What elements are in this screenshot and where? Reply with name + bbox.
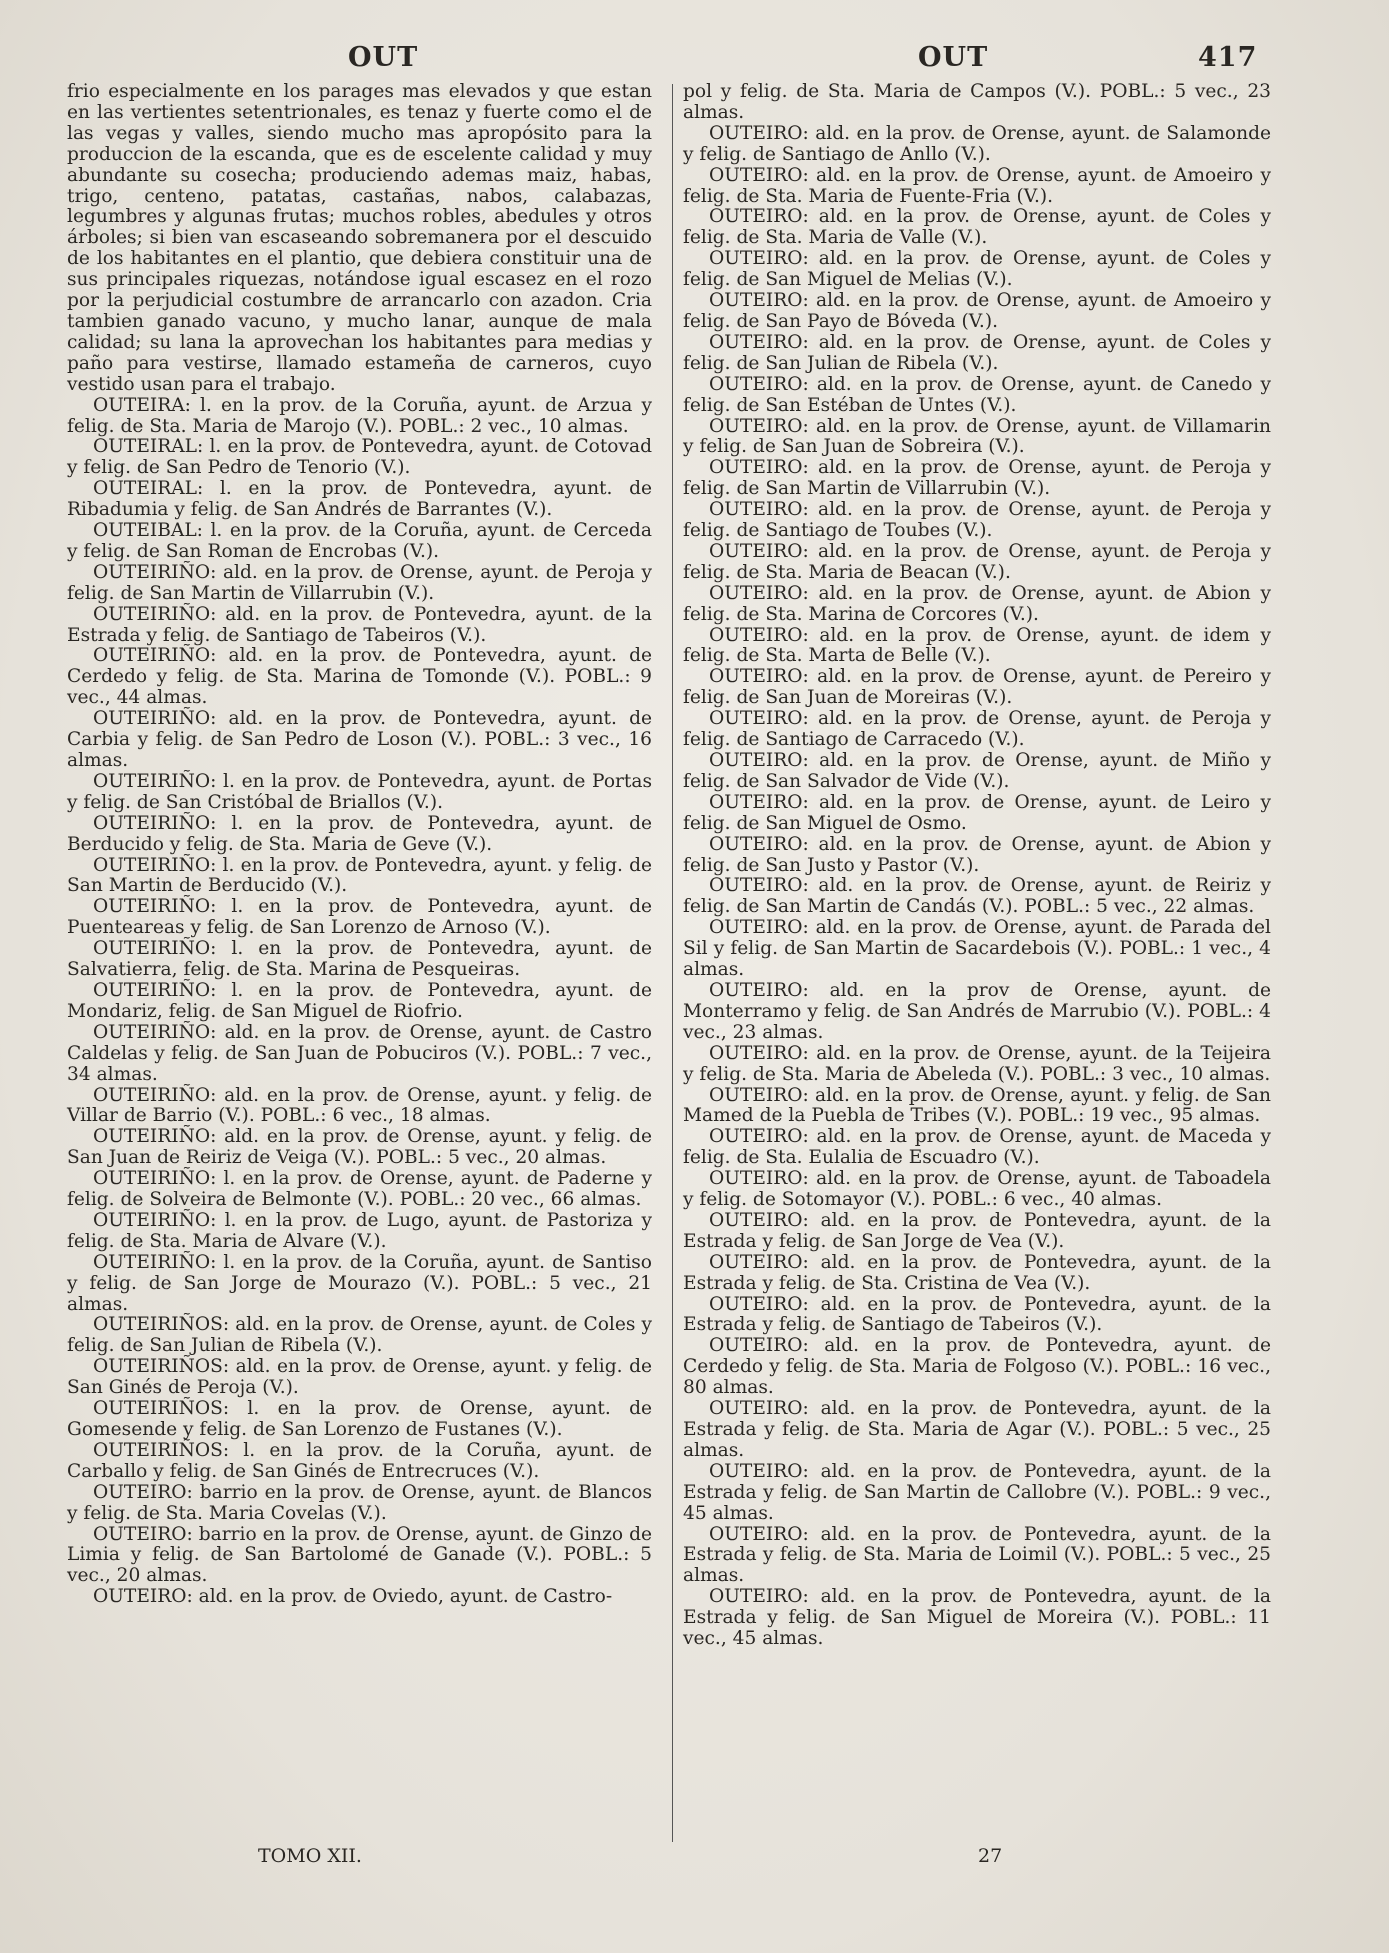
dictionary-entry: OUTEIRO: ald. en la prov. de Pontevedra, ayunt. de la Estrada y felig. de San Miguel de Moreira (V.). POBL.: 11 vec., 45 almas. xyxy=(683,1586,1271,1650)
dictionary-entry: OUTEIRA: l. en la prov. de la Coruña, ayunt. de Arzua y felig. de Sta. Maria de Marojo (V.). POBL.: 2 vec., 10 almas. xyxy=(67,394,652,437)
dictionary-entry: OUTEIRIÑO: ald. en la prov. de Orense, ayunt. y felig. de Villar de Barrio (V.). POBL.: 6 vec., 18 almas. xyxy=(67,1084,652,1127)
dictionary-entry: OUTEIRO: ald. en la prov. de Orense, ayunt. de Villamarin y felig. de San Juan de Sobreira (V.). xyxy=(683,415,1271,458)
dictionary-entry: OUTEIRIÑO: ald. en la prov. de Pontevedra, ayunt. de Cerdedo y felig. de Sta. Marina de Tomonde (V.). POBL.: 9 vec., 44 almas. xyxy=(67,645,652,709)
dictionary-entry: OUTEIRIÑOS: ald. en la prov. de Orense, ayunt. y felig. de San Ginés de Peroja (V.). xyxy=(67,1356,652,1399)
dictionary-entry: OUTEIRIÑO: l. en la prov. de Pontevedra, ayunt. de Berducido y felig. de Sta. Maria de Geve (V.). xyxy=(67,812,652,855)
column-divider xyxy=(672,84,673,1842)
dictionary-entry: pol y felig. de Sta. Maria de Campos (V.). POBL.: 5 vec., 23 almas. xyxy=(683,81,1271,123)
dictionary-entry: OUTEIRO: ald. en la prov. de Orense, ayunt. de Peroja y felig. de Santiago de Toubes (V.). xyxy=(683,499,1271,542)
dictionary-entry: OUTEIRIÑO: l. en la prov. de Pontevedra, ayunt. de Puenteareas y felig. de San Lorenzo de Arnoso (V.). xyxy=(67,896,652,939)
dictionary-entry: OUTEIRO: ald. en la prov. de Orense, ayunt. y felig. de San Mamed de la Puebla de Tribes (V.). POBL.: 19 vec., 95 almas. xyxy=(683,1084,1271,1127)
dictionary-entry: OUTEIRIÑO: l. en la prov. de Pontevedra, ayunt. y felig. de San Martin de Berducido (V.). xyxy=(67,854,652,897)
dictionary-entry: OUTEIRO: ald. en la prov. de Orense, ayunt. de Reiriz y felig. de San Martin de Candás (V.). POBL.: 5 vec., 22 almas. xyxy=(683,875,1271,918)
running-header xyxy=(0,42,1389,82)
dictionary-entry: OUTEIRO: ald. en la prov. de Orense, ayunt. de Leiro y felig. de San Miguel de Osmo. xyxy=(683,791,1271,834)
dictionary-entry: OUTEIRO: ald. en la prov. de Pontevedra, ayunt. de Cerdedo y felig. de Sta. Maria de Folgoso (V.). POBL.: 16 vec., 80 almas. xyxy=(683,1335,1271,1399)
dictionary-entry: OUTEIRO: ald. en la prov. de Orense, ayunt. de Coles y felig. de San Julian de Ribela (V.). xyxy=(683,331,1271,374)
dictionary-entry: OUTEIRO: ald. en la prov. de Orense, ayunt. de Salamonde y felig. de Santiago de Anllo (V.). xyxy=(683,122,1271,165)
dictionary-entry: OUTEIRO: ald. en la prov. de Orense, ayunt. de Coles y felig. de San Miguel de Melias (V.). xyxy=(683,248,1271,291)
dictionary-entry: OUTEIRO: ald. en la prov. de Oviedo, ayunt. de Castro- xyxy=(93,1586,613,1608)
volume-signature: TOMO XII. xyxy=(258,1845,362,1867)
dictionary-entry: frio especialmente en los parages mas elevados y que estan en las vertientes setentrionales, es tenaz y fuerte como el de las vegas y valles, siendo mucho mas apropósito para la produccion de la escanda, que es de escelente calidad y muy abundante su cosecha; produciendo ademas maiz, habas, trigo, centeno, patatas, castañas, nabos, calabazas, legumbres y algunas frutas; muchos robles, abedules y otros árboles; si bien van escaseando sobremanera por el descuido de los habitantes en el plantio, que debiera constituir una de sus principales riquezas, notándose igual escasez en el rozo por la perjudicial costumbre de arrancarlo con azadon. Cria tambien ganado vacuno, y mucho lanar, aunque de mala calidad; su lana la aprovechan los habitantes para medias y paño para vestirse, llamado estameña de carneros, cuyo vestido usan para el trabajo. xyxy=(67,81,652,395)
dictionary-entry: OUTEIRO: ald. en la prov. de Pontevedra, ayunt. de la Estrada y felig. de San Jorge de Vea (V.). xyxy=(683,1209,1271,1252)
dictionary-entry: OUTEIRO: ald. en la prov. de Orense, ayunt. de Abion y felig. de Sta. Marina de Corcores (V.). xyxy=(683,582,1271,625)
dictionary-entry: OUTEIRO: ald. en la prov. de Pontevedra, ayunt. de la Estrada y felig. de San Martin de Callobre (V.). POBL.: 9 vec., 45 almas. xyxy=(683,1460,1271,1524)
dictionary-entry: OUTEIRO: ald. en la prov. de Orense, ayunt. de Pereiro y felig. de San Juan de Moreiras (V.). xyxy=(683,666,1271,709)
dictionary-entry: OUTEIRO: ald. en la prov. de Orense, ayunt. de Parada del Sil y felig. de San Martin de Sacardebois (V.). POBL.: 1 vec., 4 almas. xyxy=(683,917,1271,981)
right-column xyxy=(683,82,1271,1650)
dictionary-entry: OUTEIRO: ald. en la prov. de Orense, ayunt. de Taboadela y felig. de Sotomayor (V.). POBL.: 6 vec., 40 almas. xyxy=(683,1168,1271,1211)
dictionary-entry: OUTEIRIÑOS: l. en la prov. de la Coruña, ayunt. de Carballo y felig. de San Ginés de Entrecruces (V.). xyxy=(67,1439,652,1482)
dictionary-entry: OUTEIRAL: l. en la prov. de Pontevedra, ayunt. de Ribadumia y felig. de San Andrés de Barrantes (V.). xyxy=(67,478,652,521)
dictionary-entry: OUTEIRO: ald. en la prov. de Orense, ayunt. de Peroja y felig. de Sta. Maria de Beacan (V.). xyxy=(683,540,1271,583)
dictionary-entry: OUTEIRO: ald. en la prov. de Orense, ayunt. de idem y felig. de Sta. Marta de Belle (V.). xyxy=(683,624,1271,667)
dictionary-entry: OUTEIRO: ald. en la prov. de Orense, ayunt. de Abion y felig. de San Justo y Pastor (V.). xyxy=(683,833,1271,876)
dictionary-entry: OUTEIRO: ald. en la prov. de Orense, ayunt. de Peroja y felig. de Santiago de Carracedo (V.). xyxy=(683,708,1271,751)
dictionary-entry: OUTEIRIÑOS: l. en la prov. de Orense, ayunt. de Gomesende y felig. de San Lorenzo de Fustanes (V.). xyxy=(67,1398,652,1440)
dictionary-entry: OUTEIRIÑO: l. en la prov. de Orense, ayunt. de Paderne y felig. de Solveira de Belmonte (V.). POBL.: 20 vec., 66 almas. xyxy=(67,1168,652,1211)
dictionary-entry: OUTEIRIÑO: l. en la prov. de Lugo, ayunt. de Pastoriza y felig. de Sta. Maria de Alvare (V.). xyxy=(67,1209,652,1252)
dictionary-entry: OUTEIRIÑO: l. en la prov. de Pontevedra, ayunt. de Portas y felig. de San Cristóbal de Briallos (V.). xyxy=(67,770,652,813)
dictionary-entry: OUTEIRO: ald. en la prov. de Pontevedra, ayunt. de la Estrada y felig. de Santiago de Tabeiros (V.). xyxy=(683,1293,1271,1336)
header-right-keyword: OUT xyxy=(918,42,989,73)
dictionary-entry: OUTEIBAL: l. en la prov. de la Coruña, ayunt. de Cerceda y felig. de San Roman de Encrobas (V.). xyxy=(67,520,652,562)
header-left-keyword: OUT xyxy=(348,42,419,73)
dictionary-entry: OUTEIRO: ald. en la prov de Orense, ayunt. de Monterramo y felig. de San Andrés de Marrubio (V.). POBL.: 4 vec., 23 almas. xyxy=(683,979,1271,1043)
dictionary-entry: OUTEIRO: ald. en la prov. de Orense, ayunt. de Amoeiro y felig. de San Payo de Bóveda (V.). xyxy=(683,290,1271,332)
dictionary-entry: OUTEIRIÑO: ald. en la prov. de Orense, ayunt. y felig. de San Juan de Reiriz de Veiga (V.). POBL.: 5 vec., 20 almas. xyxy=(67,1126,652,1169)
dictionary-entry: OUTEIRIÑO: ald. en la prov. de Orense, ayunt. de Castro Caldelas y felig. de San Juan de Pobuciros (V.). POBL.: 7 vec., 34 almas. xyxy=(67,1021,652,1085)
dictionary-entry: OUTEIRIÑO: ald. en la prov. de Pontevedra, ayunt. de la Estrada y felig. de Santiago de Tabeiros (V.). xyxy=(67,603,652,646)
dictionary-entry: OUTEIRO: barrio en la prov. de Orense, ayunt. de Ginzo de Limia y felig. de San Bartolomé de Ganade (V.). POBL.: 5 vec., 20 almas. xyxy=(67,1523,652,1587)
dictionary-entry: OUTEIRO: ald. en la prov. de Orense, ayunt. de Amoeiro y felig. de Sta. Maria de Fuente-Fria (V.). xyxy=(683,164,1271,207)
page-number: 417 xyxy=(1198,42,1258,73)
dictionary-entry: OUTEIRO: ald. en la prov. de Orense, ayunt. de Maceda y felig. de Sta. Eulalia de Escuadro (V.). xyxy=(683,1126,1271,1169)
dictionary-entry: OUTEIRIÑO: ald. en la prov. de Orense, ayunt. de Peroja y felig. de San Martin de Villarrubin (V.). xyxy=(67,561,652,604)
dictionary-entry: OUTEIRO: ald. en la prov. de Pontevedra, ayunt. de la Estrada y felig. de Sta. Maria de Loimil (V.). POBL.: 5 vec., 25 almas. xyxy=(683,1523,1271,1587)
dictionary-entry: OUTEIRO: ald. en la prov. de Orense, ayunt. de Miño y felig. de San Salvador de Vide (V.). xyxy=(683,750,1271,792)
dictionary-entry: OUTEIRO: ald. en la prov. de Orense, ayunt. de la Teijeira y felig. de Sta. Maria de Abeleda (V.). POBL.: 3 vec., 10 almas. xyxy=(683,1042,1271,1085)
dictionary-entry: OUTEIRO: ald. en la prov. de Orense, ayunt. de Coles y felig. de Sta. Maria de Valle (V.). xyxy=(683,206,1271,249)
dictionary-entry: OUTEIRO: barrio en la prov. de Orense, ayunt. de Blancos y felig. de Sta. Maria Covelas (V.). xyxy=(67,1481,652,1524)
dictionary-entry: OUTEIRO: ald. en la prov. de Orense, ayunt. de Canedo y felig. de San Estéban de Untes (V.). xyxy=(683,373,1271,416)
dictionary-entry: OUTEIRIÑOS: ald. en la prov. de Orense, ayunt. de Coles y felig. de San Julian de Ribela (V.). xyxy=(67,1314,652,1357)
dictionary-entry: OUTEIRIÑO: ald. en la prov. de Pontevedra, ayunt. de Carbia y felig. de San Pedro de Loson (V.). POBL.: 3 vec., 16 almas. xyxy=(67,708,652,771)
dictionary-entry: OUTEIRO: ald. en la prov. de Orense, ayunt. de Peroja y felig. de San Martin de Villarrubin (V.). xyxy=(683,457,1271,500)
dictionary-entry: OUTEIRO: ald. en la prov. de Pontevedra, ayunt. de la Estrada y felig. de Sta. Maria de Agar (V.). POBL.: 5 vec., 25 almas. xyxy=(683,1398,1271,1461)
dictionary-entry: OUTEIRIÑO: l. en la prov. de Pontevedra, ayunt. de Salvatierra, felig. de Sta. Marina de Pesqueiras. xyxy=(67,938,652,981)
gathering-number: 27 xyxy=(978,1845,1003,1867)
dictionary-entry: OUTEIRO: ald. en la prov. de Pontevedra, ayunt. de la Estrada y felig. de Sta. Cristina de Vea (V.). xyxy=(683,1251,1271,1294)
dictionary-entry: OUTEIRIÑO: l. en la prov. de Pontevedra, ayunt. de Mondariz, felig. de San Miguel de Riofrio. xyxy=(67,979,652,1022)
dictionary-entry: OUTEIRIÑO: l. en la prov. de la Coruña, ayunt. de Santiso y felig. de San Jorge de Mourazo (V.). POBL.: 5 vec., 21 almas. xyxy=(67,1251,652,1315)
dictionary-entry: OUTEIRAL: l. en la prov. de Pontevedra, ayunt. de Cotovad y felig. de San Pedro de Tenorio (V.). xyxy=(67,436,652,479)
left-column xyxy=(67,82,652,1608)
